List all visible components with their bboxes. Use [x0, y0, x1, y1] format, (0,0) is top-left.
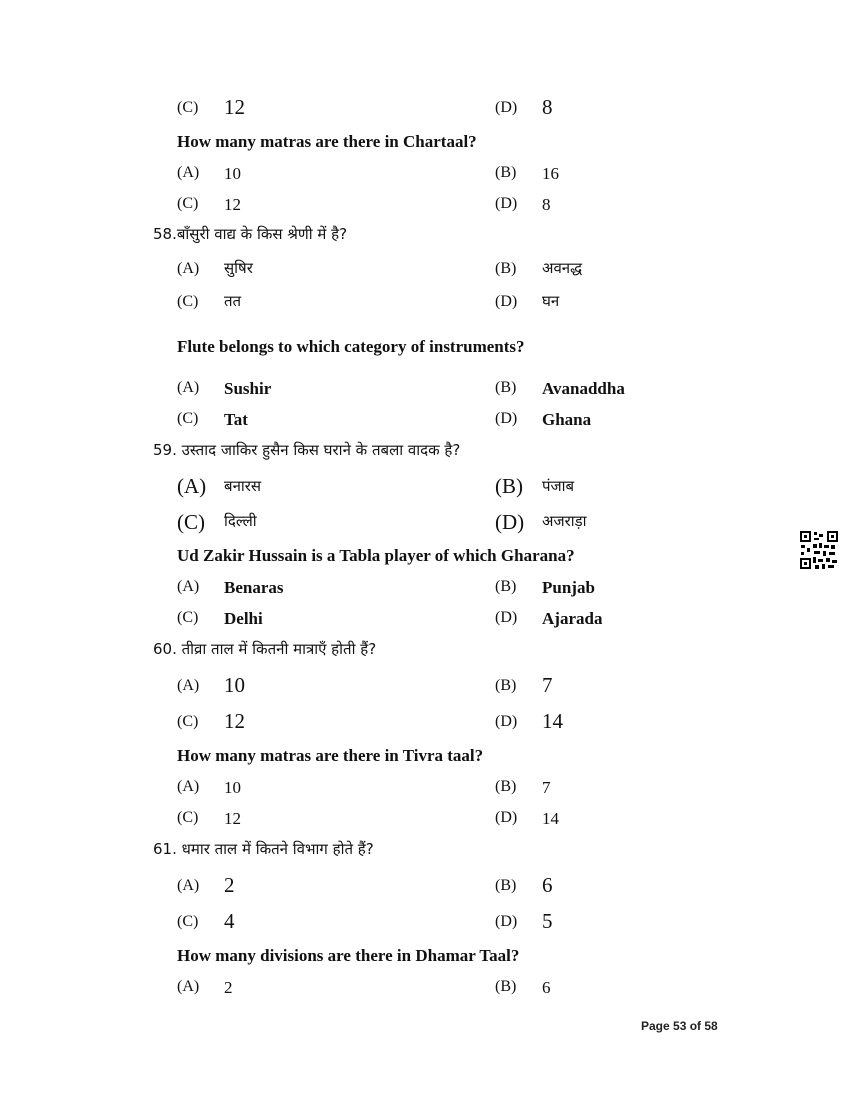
option-label: (C): [177, 99, 199, 116]
option-value: 16: [542, 164, 559, 183]
option-label: (A): [177, 260, 200, 277]
question-english: How many divisions are there in Dhamar Taal?: [177, 946, 520, 965]
option-label: (B): [495, 164, 517, 181]
option-label: (D): [495, 510, 525, 534]
option-value: Delhi: [224, 609, 263, 628]
option-label: (C): [177, 510, 205, 534]
option-value: 10: [224, 673, 245, 697]
question-english: Flute belongs to which category of instruments?: [177, 337, 525, 356]
option-value: 12: [224, 709, 245, 733]
option-label: (D): [495, 713, 518, 730]
option-value: Tat: [224, 410, 248, 429]
option-label: (D): [495, 99, 518, 116]
option-value: 5: [542, 909, 553, 933]
option-label: (B): [495, 778, 517, 795]
option-label: (A): [177, 474, 207, 498]
option-value: घन: [542, 292, 560, 310]
option-label: (C): [177, 410, 199, 427]
question-hindi: 61. धमार ताल में कितने विभाग होते हैं?: [153, 840, 374, 858]
option-label: (C): [177, 609, 199, 626]
option-value: 7: [542, 778, 551, 797]
option-value: Ajarada: [542, 609, 603, 628]
qr-code-icon: [799, 530, 839, 570]
question-hindi: 59. उस्ताद जाकिर हुसैन किस घराने के तबला वादक है?: [153, 441, 461, 459]
option-value: 8: [542, 95, 553, 119]
option-value: Ghana: [542, 410, 592, 429]
option-value: 10: [224, 778, 241, 797]
option-label: (B): [495, 379, 517, 396]
option-value: 12: [224, 95, 245, 119]
option-value: 14: [542, 709, 563, 733]
option-label: (A): [177, 778, 200, 795]
option-value: तत: [224, 292, 242, 310]
option-label: (A): [177, 877, 200, 894]
option-label: (D): [495, 410, 518, 427]
option-value: अजराड़ा: [542, 512, 587, 530]
option-value: 14: [542, 809, 559, 828]
option-label: (B): [495, 260, 517, 277]
option-label: (A): [177, 578, 200, 595]
option-label: (B): [495, 677, 517, 694]
option-label: (C): [177, 809, 199, 826]
option-value: 10: [224, 164, 241, 183]
option-value: Sushir: [224, 379, 272, 398]
option-label: (D): [495, 195, 518, 212]
option-label: (D): [495, 293, 518, 310]
question-english: How many matras are there in Chartaal?: [177, 132, 477, 151]
option-label: (C): [177, 195, 199, 212]
option-value: बनारस: [224, 477, 262, 495]
option-label: (B): [495, 578, 517, 595]
option-value: पंजाब: [542, 477, 575, 495]
option-value: 4: [224, 909, 235, 933]
option-label: (B): [495, 474, 523, 498]
option-label: (A): [177, 978, 200, 995]
option-value: 8: [542, 195, 551, 214]
option-label: (B): [495, 877, 517, 894]
option-value: 2: [224, 978, 233, 997]
option-label: (A): [177, 164, 200, 181]
page-number: Page 53 of 58: [641, 1019, 718, 1033]
option-label: (A): [177, 379, 200, 396]
question-english: Ud Zakir Hussain is a Tabla player of which Gharana?: [177, 546, 575, 565]
option-value: 12: [224, 195, 241, 214]
option-value: 2: [224, 873, 235, 897]
option-value: Punjab: [542, 578, 595, 597]
option-value: 12: [224, 809, 241, 828]
option-value: 6: [542, 978, 551, 997]
option-value: Avanaddha: [542, 379, 625, 398]
option-label: (D): [495, 913, 518, 930]
option-value: 6: [542, 873, 553, 897]
option-value: अवनद्ध: [542, 259, 583, 277]
option-label: (B): [495, 978, 517, 995]
option-value: 7: [542, 673, 553, 697]
option-label: (D): [495, 809, 518, 826]
option-value: Benaras: [224, 578, 284, 597]
option-label: (C): [177, 713, 199, 730]
option-label: (D): [495, 609, 518, 626]
option-label: (A): [177, 677, 200, 694]
question-hindi: 58.बाँसुरी वाद्य के किस श्रेणी में है?: [153, 225, 348, 243]
option-label: (C): [177, 913, 199, 930]
option-label: (C): [177, 293, 199, 310]
question-english: How many matras are there in Tivra taal?: [177, 746, 484, 765]
question-hindi: 60. तीव्रा ताल में कितनी मात्राएँ होती हैं?: [153, 640, 377, 658]
option-value: सुषिर: [224, 259, 253, 277]
option-value: दिल्ली: [224, 512, 257, 530]
